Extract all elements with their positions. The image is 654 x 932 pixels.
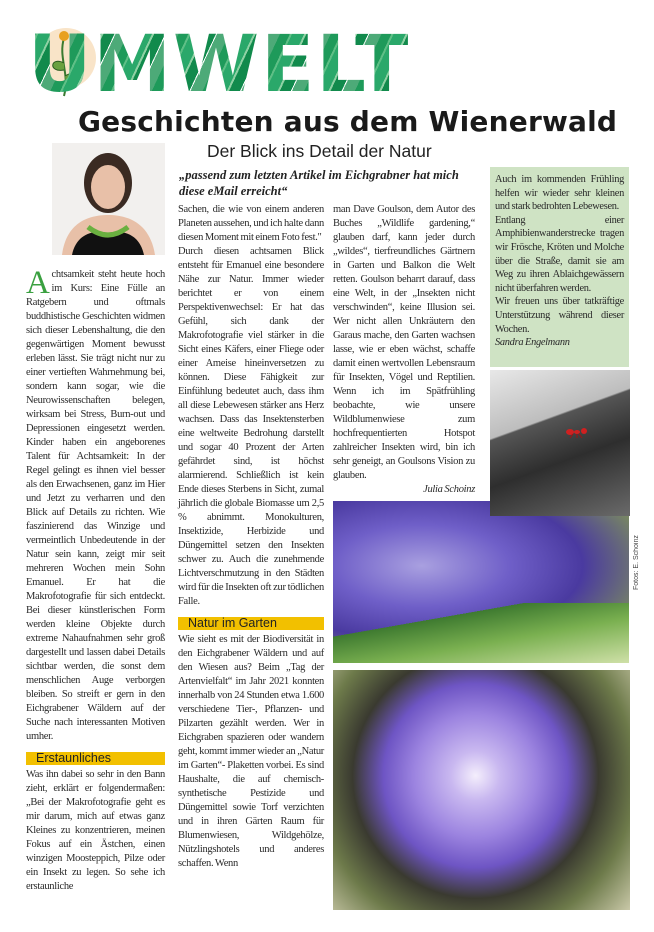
box-paragraph: Auch im kommenden Frühling helfen wir wieder sehr kleinen und stark bedrohten Lebewesen. [495,174,624,213]
portrait-image [52,143,165,255]
section-heading-natur-im-garten: Natur im Garten [178,617,324,630]
page-subtitle: Der Blick ins Detail der Natur [207,141,432,161]
paragraph: man Dave Goulson, dem Autor des Buches „Wildlife gardening,“ glauben darf, kann jeder durch „wildes“, tierfreundliches Gärtnern in Garten und Balkon die Welt retten. Goulson beharrt darauf, dass eine Welt, in der „Insekten nicht verschwinden“, keine Illusion sei. Wer nicht allen Unkräutern den Garaus mache, den Garten wachsen lasse, wie er eben wächst, schaffe damit einen wertvollen Lebensraum für Insekten, Vögel und Reptilien. Wenn ich im Spätfrühling beobachte, wie unsere Wildblumenwiese zum hochfrequentierten Hotspot zahlreicher Insekten wird, bin ich sehr geneigt, an Goulsons Vision zu glauben. [333,204,475,481]
section-heading-erstaunliches: Erstaunliches [26,752,165,765]
paragraph: Durch diesen achtsamen Blick entsteht für Emanuel eine besondere Nähe zur Natur. Immer wieder berichtet er von einem Perspektivenwechsel: Er hat das Gefühl, sich dank der Makrofotografie viel stärker in die Sicht eines Käfers, einer Fliege oder einer Ameise hineinversetzen zu können. Diese Fähigkeit zur Einfühlung bedeutet auch, dass ihm all diese Lebewesen stärker ans Herz wachsen. Dass das Insektensterben eine weltweite Bedrohung darstellt und sogar 40 Prozent der Arten gefährdet sind, ist höchst alarmierend. Schließlich ist kein Ende dieses Sterbens in Sicht, zumal jährlich die globale Biomasse um 2,5 % abnimmt. Monokulturen, Insektizide, Herbizide und Düngemittel setzen den Insekten schwer zu. Auch die zunehmende Lichtverschmutzung in den Städten wird für die Insekten oft zur tödlichen Falle. [178,246,324,607]
box-paragraph: Wir freuen uns über tatkräftige Unterstützung während dieser Wochen. [495,296,624,335]
author-signature: Julia Schoinz [423,484,475,495]
paragraph: Sachen, die wie von einem anderen Planeten aussehen, und ich halte dann diesen Moment mit einem Foto fest." [178,204,324,243]
intro-text: chtsamkeit steht heute hoch im Kurs: Eine Fülle an Ratgebern und oftmals buddhistische Geschichten widmen sich dieser Lebenshaltung, die den gegenwärtigen Moment bewusst erleben lässt. Sie trägt nicht nur zu einer vertieften Wahrnehmung bei, sondern kann sogar, wie die Neurowissenschaften belegen, wirksam bei Stress, Burn-out und Depressionen eingesetzt werden. Kinder haben ein angeborenes Talent für Achtsamkeit: In der Regel gelingt es ihnen viel besser als den Erwachsenen, ganz im Hier und Jetzt zu verharren und den Blick auf Details zu richten. Wie faszinierend das Winzige und vermeintlich Unbedeutende in der Natur sein kann, zeigt mir seit mehreren Wochen mein Sohn Emanuel. Er hat die Makrofotografie für sich entdeckt. Bei dieser künstlerischen Form werden kleine Objekte durch extreme Nahaufnahmen sehr groß dargestellt und lassen dabei Details sichtbar werden, die sonst dem menschlichen Auge verborgen bleiben. So streift er gern in den Eichgrabener Wäldern auf der Suche nach interessanten Motiven umher. [26,269,165,742]
author-portrait [52,143,165,255]
drop-cap: A [26,265,50,301]
lead-quote: „passend zum letzten Artikel im Eichgrabner hat mich diese eMail erreicht“ [179,168,459,198]
purple-flower-photo [333,670,630,910]
photo-credit: Fotos: E. Schoinz [633,535,640,590]
page-title: Geschichten aus dem Wienerwald [78,105,618,138]
info-box [490,167,629,367]
umwelt-logo [28,18,418,110]
logo-wordmark: UMWELT [28,20,411,110]
paragraph: Was ihn dabei so sehr in den Bann zieht, erklärt er folgendermaßen: „Bei der Makrofotografie geht es mir darum, mich auf etwas ganz Kleines zu konzentrieren, meinen Fokus auf ein Ästchen, einen winzigen Moosteppich, Pilze oder ein Insekt zu legen. So sehe ich erstaunliche [26,769,165,892]
ant-macro-photo [490,370,630,516]
red-ant-icon [565,425,591,439]
column-2 [178,203,324,871]
box-author: Sandra Engelmann [495,337,570,349]
column-3 [333,203,475,497]
leaf-with-droplets [333,603,629,663]
column-1 [26,265,165,894]
paragraph: Wie sieht es mit der Biodiversität in den Eichgrabener Wäldern und auf den Wiesen aus? Beim „Tag der Artenvielfalt“ im Jahr 2021 konnten innerhalb von 24 Stunden etwa 1.600 verschiedene Tier-, Pflanzen- und Pilzarten gezählt werden. Wer in Eichgraben spazieren oder wandern geht, kommt immer wieder an „Natur im Garten“- Plaketten vorbei. Es sind Haushalte, die auf chemisch-synthetische Pestizide und Düngemittel sowie Torf verzichten und in ihren Gärten Raum für Blumenwiesen, Wildgehölze, Nützlingshotels und anderes schaffen. Wenn [178,634,324,869]
intro-paragraph [26,265,165,744]
box-paragraph: Entlang einer Amphibienwanderstrecke tragen wir Frösche, Kröten und Molche über die Straße, damit sie am Weg zu ihren Ablaichgewässern nicht überfahren werden. [495,214,624,294]
